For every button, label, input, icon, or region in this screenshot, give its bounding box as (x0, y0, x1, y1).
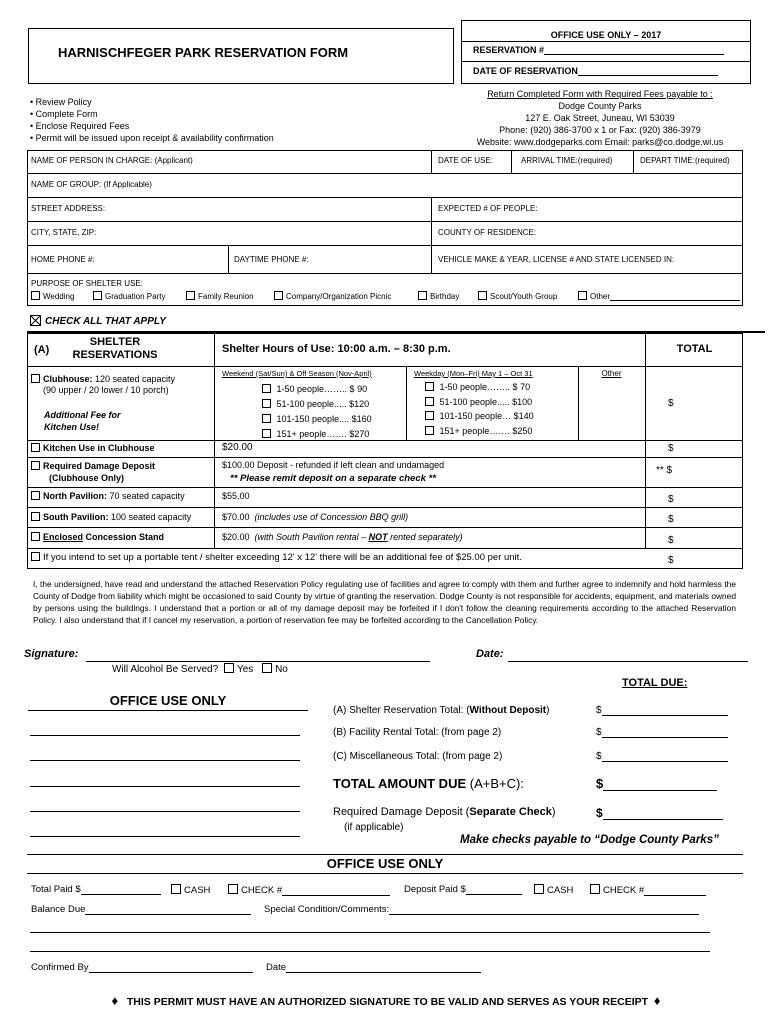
damage-deposit-option[interactable]: Required Damage Deposit (Clubhouse Only) (31, 460, 155, 484)
concession-stand-total[interactable]: $ (668, 535, 674, 546)
checkbox[interactable] (590, 884, 600, 894)
checkbox[interactable] (31, 491, 40, 500)
office-use-bottom-title: OFFICE USE ONLY (326, 856, 444, 871)
permit-footer: ♦ THIS PERMIT MUST HAVE AN AUTHORIZED SIGNATURE TO BE VALID AND SERVES AS YOUR RECEIPT ♦ (111, 993, 661, 1008)
checkbox[interactable] (31, 291, 40, 300)
checkbox[interactable] (262, 399, 271, 408)
weekday-header: Weekday (Mon–Fri) May 1 – Oct 31 (414, 369, 533, 378)
concession-stand-option[interactable]: Enclosed Concession Stand (31, 532, 164, 542)
daytime-phone-field[interactable]: DAYTIME PHONE #: (234, 255, 309, 264)
weekday-rates (425, 380, 534, 438)
city-state-zip-field[interactable]: CITY, STATE, ZIP: (31, 228, 97, 237)
north-pavilion-fee: $55.00 (222, 491, 250, 501)
weekend-rate-option[interactable]: 1-50 people…….. $ 90 (262, 382, 372, 397)
total-due-label: TOTAL DUE: (622, 677, 688, 689)
south-pavilion-total[interactable]: $ (668, 514, 674, 525)
weekday-rate-option[interactable]: 51-100 people..... $100 (425, 395, 534, 410)
checkbox[interactable] (262, 384, 271, 393)
concession-stand-fee: $20.00 (with South Pavilion rental – NOT rented separately) (222, 532, 463, 542)
purpose-graduation[interactable]: Graduation Party (93, 291, 165, 301)
weekend-rate-option[interactable]: 51-100 people..... $120 (262, 397, 372, 412)
purpose-label: PURPOSE OF SHELTER USE: (31, 279, 143, 288)
checkbox[interactable] (31, 461, 40, 470)
office-use-2017-title: OFFICE USE ONLY – 2017 (550, 30, 662, 40)
checkbox[interactable] (93, 291, 102, 300)
purpose-picnic[interactable]: Company/Organization Picnic (274, 291, 391, 301)
checkbox[interactable] (186, 291, 195, 300)
agreement-text: I, the undersigned, have read and understand the attached Reservation Policy regulating use of facilities and agree to comply with them and further agree to indemnify and hold harmless the County of Dodge from liability which might be occasioned to said County by virtue of granting the reservation. Dodge County is not responsible for accidents, equipment, and materials owned by persons using the buildings. I understand that a portion or all of my damage deposit may be forfeited if I don't follow the cleaning requirements according to the attached Reservation Policy. I also understand that if I cancel my reservation, a portion of reservation fee may be forfeited according to the Cancellation Policy. (33, 579, 736, 625)
checkbox[interactable] (578, 291, 587, 300)
checkbox[interactable] (425, 426, 434, 435)
facility-total-line: (B) Facility Rental Total: (from page 2) (333, 727, 502, 738)
deposit-paid-field[interactable]: Deposit Paid $ (404, 884, 522, 895)
home-phone-field[interactable]: HOME PHONE #: (31, 255, 95, 264)
check-all-label: CHECK ALL THAT APPLY (30, 315, 166, 327)
weekend-rate-option[interactable]: 151+ people……. $270 (262, 427, 372, 442)
arrival-time-field[interactable]: ARRIVAL TIME:(required) (521, 156, 613, 165)
signature-label: Signature: (24, 648, 79, 660)
special-conditions-field[interactable]: Special Condition/Comments: (264, 904, 699, 915)
checkbox[interactable] (31, 374, 40, 383)
kitchen-option[interactable]: Kitchen Use in Clubhouse (31, 443, 155, 453)
checkbox[interactable] (31, 443, 40, 452)
street-address-field[interactable]: STREET ADDRESS: (31, 204, 106, 213)
total-paid-cash[interactable]: CASH (171, 884, 210, 896)
damage-deposit-note: ** Please remit deposit on a separate check ** (230, 473, 436, 484)
if-applicable-note: (if applicable) (344, 822, 404, 833)
checkbox[interactable] (31, 552, 40, 561)
shelter-total-amount[interactable]: $ (596, 705, 728, 716)
expected-people-field[interactable]: EXPECTED # OF PEOPLE: (438, 204, 538, 213)
damage-deposit-total[interactable]: ** $ (656, 465, 673, 476)
date-line[interactable] (508, 650, 748, 662)
checkbox[interactable] (262, 429, 271, 438)
checkbox[interactable] (425, 411, 434, 420)
total-paid-field[interactable]: Total Paid $ (31, 884, 161, 895)
shelter-section-a: (A) (34, 344, 50, 356)
payable-note: Make checks payable to “Dodge County Parks” (460, 834, 719, 846)
checked-box-icon (30, 315, 41, 326)
checkbox[interactable] (534, 884, 544, 894)
checkbox[interactable] (262, 414, 271, 423)
total-paid-check[interactable]: CHECK # (228, 884, 390, 896)
south-pavilion-fee: $70.00 (includes use of Concession BBQ grill) (222, 512, 409, 522)
total-amount-due[interactable]: $ (596, 776, 717, 791)
checkbox[interactable] (228, 884, 238, 894)
weekend-rate-option[interactable]: 101-150 people.... $160 (262, 412, 372, 427)
vehicle-field[interactable]: VEHICLE MAKE & YEAR, LICENSE # AND STATE LICENSED IN: (438, 255, 675, 264)
date-of-reservation-field[interactable]: DATE OF RESERVATION (473, 66, 718, 76)
checkbox[interactable] (478, 291, 487, 300)
confirmed-by-field[interactable]: Confirmed By (31, 962, 253, 973)
deposit-paid-check[interactable]: CHECK # (590, 884, 706, 896)
kitchen-total[interactable]: $ (668, 443, 674, 454)
deposit-paid-cash[interactable]: CASH (534, 884, 573, 896)
date-of-use-field[interactable]: DATE OF USE: (438, 156, 493, 165)
diamond-icon: ♦ (653, 993, 661, 1008)
purpose-reunion[interactable]: Family Reunion (186, 291, 254, 301)
other-header: Other (601, 369, 622, 378)
checkbox[interactable] (31, 512, 40, 521)
office-use-title: OFFICE USE ONLY (109, 693, 227, 708)
shelter-title: SHELTER RESERVATIONS (72, 336, 158, 361)
misc-total-amount[interactable]: $ (596, 751, 728, 762)
comments-line[interactable] (30, 932, 710, 933)
misc-total-line: (C) Miscellaneous Total: (from page 2) (333, 751, 503, 762)
deposit-line: Required Damage Deposit (Separate Check) (333, 806, 556, 818)
checkbox[interactable] (31, 532, 40, 541)
weekday-rate-option[interactable]: 101-150 people… $140 (425, 409, 534, 424)
north-pavilion-total[interactable]: $ (668, 494, 674, 505)
total-amount-due-line: TOTAL AMOUNT DUE (A+B+C): (333, 776, 524, 791)
weekday-rate-option[interactable]: 1-50 people…….. $ 70 (425, 380, 534, 395)
alcohol-no-checkbox[interactable] (262, 663, 272, 673)
diamond-icon: ♦ (111, 993, 119, 1008)
clubhouse-option[interactable]: Clubhouse: 120 seated capacity (90 upper / 20 lower / 10 porch) (31, 374, 175, 396)
comments-line[interactable] (30, 951, 710, 952)
purpose-birthday[interactable]: Birthday (418, 291, 459, 301)
form-title: HARNISCHFEGER PARK RESERVATION FORM (58, 45, 349, 60)
deposit-amount[interactable]: $ (596, 806, 723, 820)
purpose-wedding[interactable]: Wedding (31, 291, 74, 301)
shelter-hours: Shelter Hours of Use: 10:00 a.m. – 8:30 p.m. (222, 343, 451, 355)
checkbox[interactable] (171, 884, 181, 894)
north-pavilion-option[interactable]: North Pavilion: 70 seated capacity (31, 491, 185, 501)
purpose-scout[interactable]: Scout/Youth Group (478, 291, 557, 301)
checkbox[interactable] (418, 291, 427, 300)
alcohol-question: Will Alcohol Be Served? Yes No (112, 664, 288, 675)
checkbox[interactable] (425, 382, 434, 391)
damage-deposit-desc: $100.00 Deposit - refunded if left clean and undamaged (222, 460, 445, 470)
kitchen-fee-note: Additional Fee for Kitchen Use! (44, 410, 121, 432)
confirmed-date-field[interactable]: Date (266, 962, 481, 973)
clubhouse-total[interactable]: $ (668, 398, 674, 409)
weekday-rate-option[interactable]: 151+ people……. $250 (425, 424, 534, 439)
reservation-number-field[interactable]: RESERVATION # (473, 45, 724, 55)
checkbox[interactable] (274, 291, 283, 300)
date-label: Date: (476, 648, 504, 660)
alcohol-yes-checkbox[interactable] (224, 663, 234, 673)
facility-total-amount[interactable]: $ (596, 727, 728, 738)
depart-time-field[interactable]: DEPART TIME:(required) (640, 156, 730, 165)
total-header: TOTAL (676, 343, 713, 355)
checklist: • Review Policy • Complete Form • Enclose Required Fees • Permit will be issued upon receipt & availability confirmation (30, 97, 274, 143)
applicant-name-field[interactable]: NAME OF PERSON IN CHARGE: (Applicant) (31, 156, 193, 165)
group-name-field[interactable]: NAME OF GROUP: (If Applicable) (31, 180, 152, 189)
kitchen-fee: $20.00 (222, 442, 253, 453)
south-pavilion-option[interactable]: South Pavilion: 100 seated capacity (31, 512, 191, 522)
county-field[interactable]: COUNTY OF RESIDENCE: (438, 228, 537, 237)
tent-option[interactable]: If you intend to set up a portable tent / shelter exceeding 12' x 12' there will be an additional fee of $25.00 per unit. (31, 552, 522, 563)
checkbox[interactable] (425, 397, 434, 406)
purpose-other[interactable]: Other (578, 291, 740, 301)
balance-due-field[interactable]: Balance Due (31, 904, 251, 915)
return-info: Return Completed Form with Required Fees payable to : Dodge County Parks 127 E. Oak Street, Juneau, WI 53039 Phone: (920) 386-3700 x 1 or Fax: (920) 386-3979 Website: www.dodgeparks.com Email: parks@co.dodge.wi.us (476, 89, 724, 147)
tent-total[interactable]: $ (668, 555, 674, 566)
weekend-rates (262, 382, 372, 442)
shelter-total-line: (A) Shelter Reservation Total: (Without Deposit) (333, 705, 550, 716)
weekend-header: Weekend (Sat/Sun) & Off Season (Nov-April) (222, 369, 372, 378)
signature-line[interactable] (86, 650, 430, 662)
